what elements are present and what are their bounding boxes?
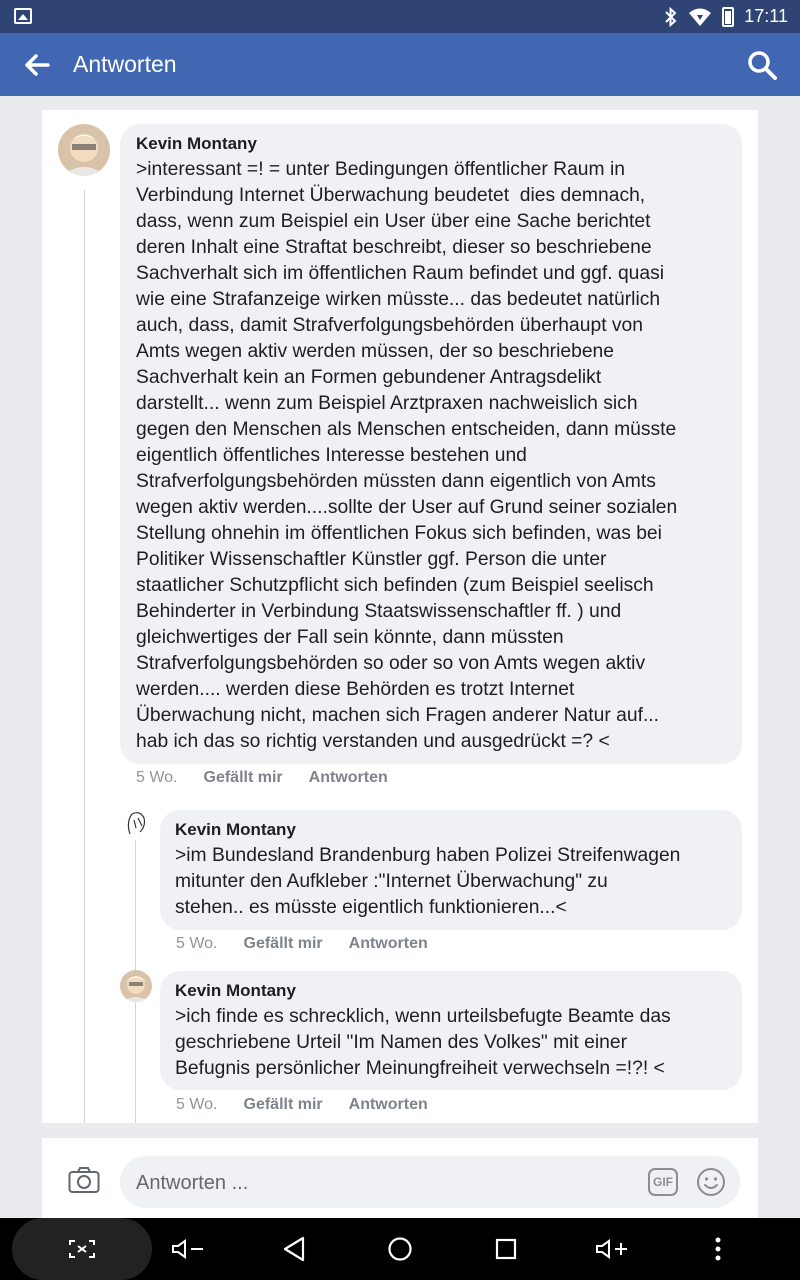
thread-line bbox=[84, 190, 85, 1123]
comment-text: >interessant =! = unter Bedingungen öffentlicher Raum in Verbindung Internet Überwachung beudetet dies demnach, dass, wenn zum Beispiel ein User über eine Sache berichtet deren Inhalt eine Straftat beschreibt, dieser so beschriebene Sachverhalt sich im öffentlichen Raum befindet und ggf. quasi wie eine Strafanzeige wirken müsste... das bedeutet natürlich auch, dass, damit Strafverfolgungsbehörden überhaupt von Amts wegen aktiv werden müssen, der so beschriebene Sachverhalt kein an Formen gebundener Antragsdelikt darstellt... wenn zum Beispiel Arztpraxen nachweislich sich gegen den Menschen als Menschen entscheiden, dann müsste eigentlich öffentliches Interesse bestehen und Strafverfolgungsbehörden müssten dann eigentlich von Amts wegen aktiv werden....sollte der User auf Grund seiner sozialen Stellung ohnehin im öffentlichen Fokus sich befinden, was bei Politiker Wissenschaftler Künstler ggf. Person die unter staatlicher Schutzpflicht sich befinden (zum Beispiel seelisch Behinderter in Verbindung Staatswissenschaftler ff. ) und gleichwertiges der Fall sein könnte, dann müssten Strafverfolgungsbehörden so oder so von Amts wegen aktiv werden.... werden diese Behörden es trotzt Internet Überwachung nicht, machen sich Fragen anderer Natur auf... hab ich das so richtig verstanden und ausgedrückt =? < bbox=[136, 159, 678, 752]
app-bar bbox=[0, 33, 800, 96]
screenshot-icon bbox=[68, 1239, 96, 1259]
status-time: 17:11 bbox=[744, 6, 788, 26]
comment-time: 5 Wo. bbox=[176, 935, 218, 952]
volume-down-icon bbox=[171, 1239, 205, 1259]
arrow-left-icon[interactable] bbox=[22, 51, 52, 79]
reply-input[interactable] bbox=[120, 1156, 740, 1208]
reply-bubble bbox=[160, 810, 742, 930]
wifi-icon bbox=[688, 7, 712, 27]
camera-icon[interactable] bbox=[68, 1166, 100, 1194]
home-circle-icon bbox=[387, 1236, 413, 1262]
more-button[interactable] bbox=[690, 1218, 746, 1280]
emoji-icon[interactable] bbox=[696, 1167, 726, 1197]
comment-time: 5 Wo. bbox=[176, 1096, 218, 1113]
status-bar bbox=[0, 0, 800, 33]
search-icon[interactable] bbox=[746, 49, 778, 81]
avatar[interactable] bbox=[58, 124, 110, 176]
comment-text: >ich finde es schrecklich, wenn urteilsbefugte Beamte das geschriebene Urteil "Im Namen des Volkes" mit einer Befugnis persönlicher Meinungfreiheit verwechseln =!?! < bbox=[175, 1006, 671, 1079]
comment-author[interactable]: Kevin Montany bbox=[175, 820, 296, 839]
avatar[interactable] bbox=[120, 808, 152, 840]
comment-text: >im Bundesland Brandenburg haben Polizei Streifenwagen mitunter den Aufkleber :"Internet Überwachung" zu stehen.. es müsste eigentlich funktionieren...< bbox=[175, 845, 681, 918]
recents-button[interactable] bbox=[478, 1218, 534, 1280]
screenshot-button[interactable] bbox=[12, 1218, 152, 1280]
reply-placeholder: Antworten ... bbox=[136, 1172, 249, 1194]
comment-actions bbox=[136, 769, 388, 787]
like-button[interactable]: Gefällt mir bbox=[203, 769, 283, 786]
comment-bubble bbox=[120, 124, 742, 764]
reply-button[interactable]: Antworten bbox=[348, 935, 428, 952]
comment-author[interactable]: Kevin Montany bbox=[136, 134, 257, 153]
page-title: Antworten bbox=[73, 51, 177, 77]
comment-actions bbox=[176, 935, 428, 953]
back-button[interactable] bbox=[266, 1218, 322, 1280]
volume-up-icon bbox=[595, 1239, 629, 1259]
reply-composer bbox=[42, 1138, 758, 1218]
recents-square-icon bbox=[495, 1238, 517, 1260]
thread-line bbox=[135, 1000, 136, 1123]
image-icon bbox=[14, 8, 32, 24]
comment-actions bbox=[176, 1096, 428, 1114]
volume-down-button[interactable] bbox=[160, 1218, 216, 1280]
battery-icon bbox=[722, 7, 734, 27]
reply-button[interactable]: Antworten bbox=[348, 1096, 428, 1113]
thread-line bbox=[135, 840, 136, 990]
bluetooth-icon bbox=[664, 7, 678, 27]
like-button[interactable]: Gefällt mir bbox=[243, 1096, 323, 1113]
volume-up-button[interactable] bbox=[584, 1218, 640, 1280]
avatar[interactable] bbox=[120, 970, 152, 1002]
gif-button[interactable]: GIF bbox=[648, 1168, 678, 1196]
home-button[interactable] bbox=[372, 1218, 428, 1280]
comment-author[interactable]: Kevin Montany bbox=[175, 981, 296, 1000]
back-triangle-icon bbox=[282, 1236, 306, 1262]
comment-time: 5 Wo. bbox=[136, 769, 178, 786]
more-vertical-icon bbox=[714, 1236, 722, 1262]
reply-bubble bbox=[160, 971, 742, 1090]
reply-button[interactable]: Antworten bbox=[308, 769, 388, 786]
system-nav-bar bbox=[0, 1218, 800, 1280]
comment-thread bbox=[42, 110, 758, 1123]
like-button[interactable]: Gefällt mir bbox=[243, 935, 323, 952]
